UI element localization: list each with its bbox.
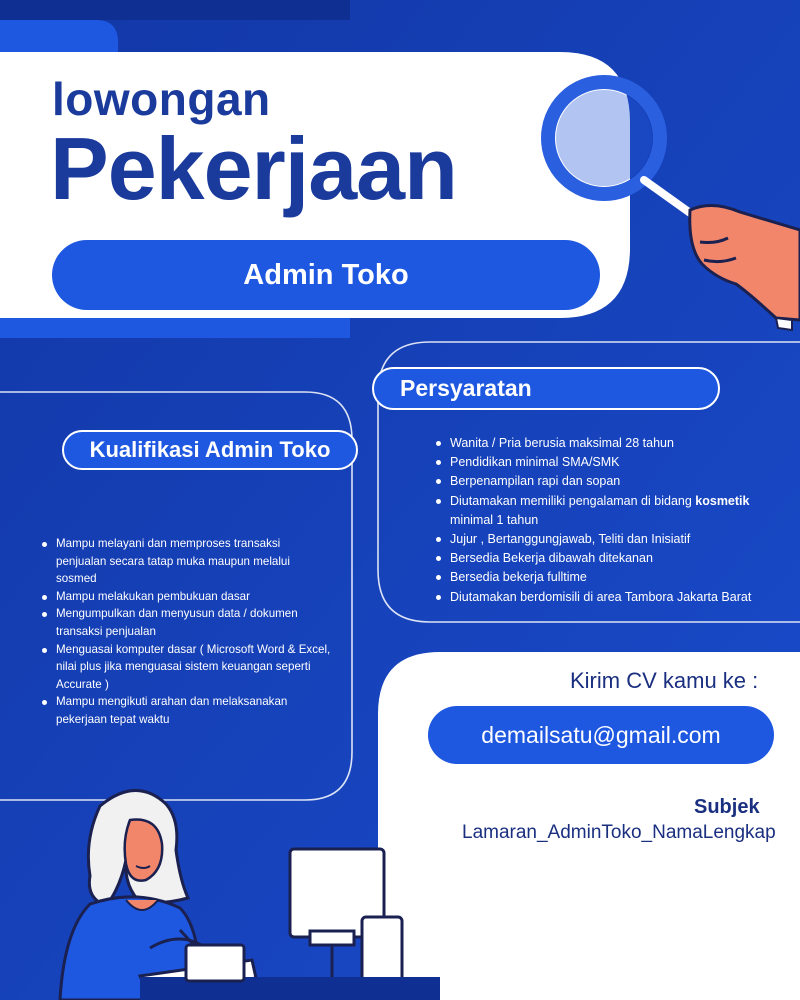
email-link[interactable]: demailsatu@gmail.com bbox=[428, 706, 774, 764]
requirements-title: Persyaratan bbox=[372, 367, 720, 410]
list-item: Jujur , Bertanggungjawab, Teliti dan Inisiatif bbox=[436, 530, 786, 549]
requirements-list bbox=[436, 434, 786, 607]
list-item: Pendidikan minimal SMA/SMK bbox=[436, 453, 786, 472]
title-big: Pekerjaan bbox=[50, 119, 457, 218]
list-item: Mampu melayani dan memproses transaksi penjualan secara tatap muka maupun melalui sosmed bbox=[42, 535, 332, 588]
list-item: Diutamakan memiliki pengalaman di bidang kosmetik minimal 1 tahun bbox=[436, 492, 786, 530]
hand-icon bbox=[690, 205, 800, 330]
keyword: kosmetik bbox=[695, 493, 750, 508]
list-item: Bersedia Bekerja dibawah ditekanan bbox=[436, 549, 786, 568]
list-item: Mampu melakukan pembukuan dasar bbox=[42, 588, 332, 606]
list-item: Wanita / Pria berusia maksimal 28 tahun bbox=[436, 434, 786, 453]
qualifications-title: Kualifikasi Admin Toko bbox=[62, 430, 358, 470]
subject-value: Lamaran_AdminToko_NamaLengkap bbox=[462, 822, 776, 843]
subject-label: Subjek bbox=[694, 796, 760, 818]
position-pill: Admin Toko bbox=[52, 240, 600, 310]
list-item: Menguasai komputer dasar ( Microsoft Word & Excel, nilai plus jika menguasai sistem keuangan seperti Accurate ) bbox=[42, 641, 332, 694]
title-small: lowongan bbox=[52, 73, 271, 125]
list-item: Bersedia bekerja fulltime bbox=[436, 568, 786, 587]
list-item: Mengumpulkan dan menyusun data / dokumen transaksi penjualan bbox=[42, 605, 332, 640]
computer-monitor-illustration bbox=[140, 845, 440, 1000]
qualifications-list bbox=[42, 535, 332, 729]
list-item: Berpenampilan rapi dan sopan bbox=[436, 472, 786, 491]
list-item: Mampu mengikuti arahan dan melaksanakan pekerjaan tepat waktu bbox=[42, 693, 332, 728]
send-cv-text: Kirim CV kamu ke : bbox=[570, 668, 759, 693]
list-item: Diutamakan berdomisili di area Tambora Jakarta Barat bbox=[436, 588, 786, 607]
